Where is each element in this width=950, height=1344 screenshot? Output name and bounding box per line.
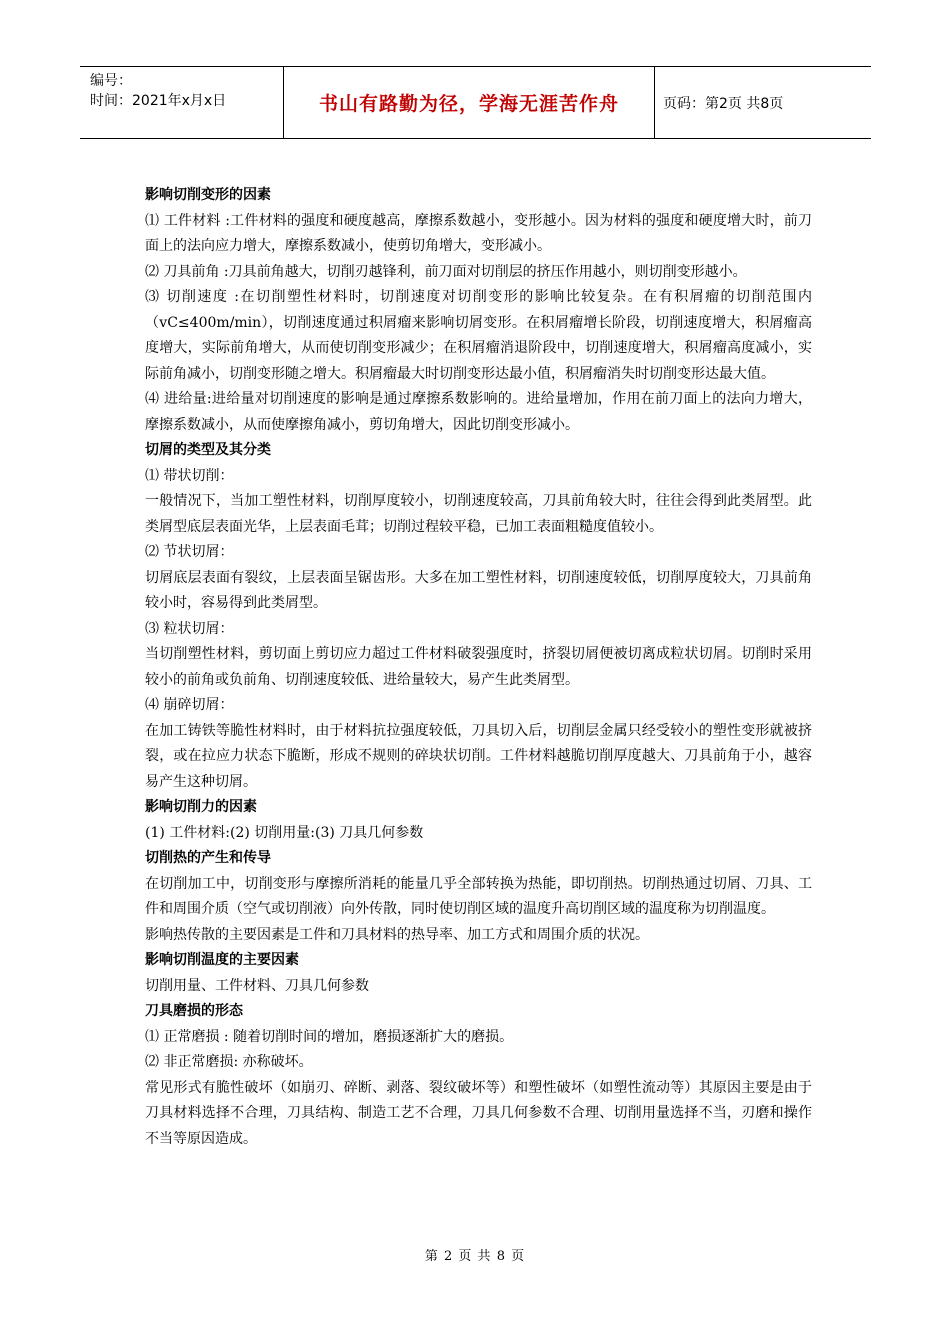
- body-paragraph: 影响热传散的主要因素是工件和刀具材料的热导率、加工方式和周围介质的状况。: [145, 926, 649, 943]
- header-motto: 书山有路勤为径，学海无涯苦作舟: [283, 67, 655, 138]
- body-paragraph: 在加工铸铁等脆性材料时，由于材料抗拉强度较低，刀具切入后，切削层金属只经受较小的塑性变形就被挤裂，或在拉应力状态下脆断，形成不规则的碎块状切削。工件材料越脆切削厚度越大、刀具前角于小，越容易产生这种切屑。: [145, 722, 812, 790]
- body-paragraph: 切屑底层表面有裂纹，上层表面呈锯齿形。大多在加工塑性材料，切削速度较低，切削厚度较大，刀具前角较小时，容易得到此类屑型。: [145, 569, 812, 611]
- body-paragraph: ⑴ 工件材料 :工件材料的强度和硬度越高，摩擦系数越小，变形越小。因为材料的强度和硬度增大时，前刀面上的法向应力增大，摩擦系数减小，使剪切角增大，变形减小。: [145, 212, 812, 254]
- body-paragraph: ⑶ 切削速度 :在切削塑性材料时，切削速度对切削变形的影响比较复杂。在有积屑瘤的切削范围内（vC≤400m/min），切削速度通过积屑瘤来影响切屑变形。在积屑瘤增长阶段，切削速度增大，积屑瘤高度增大，实际前角增大，从而使切削变形减少；在积屑瘤消退阶段中，切削速度增大，积屑瘤高度减小，实际前角减小，切削变形随之增大。积屑瘤最大时切削变形达最小值，积屑瘤消失时切削变形达最大值。: [145, 289, 812, 382]
- section-heading: 影响切削变形的因素: [145, 187, 271, 203]
- header-meta: [80, 67, 283, 138]
- code-label: 编号：: [90, 73, 132, 89]
- section-heading: 刀具磨损的形态: [145, 1003, 243, 1019]
- body-paragraph: ⑴ 带状切削：: [145, 467, 234, 484]
- body-paragraph: 切削用量、工件材料、刀具几何参数: [145, 977, 369, 994]
- header-page-label: 页码：第2页 共8页: [663, 95, 784, 112]
- body-paragraph: ⑷ 崩碎切屑：: [145, 697, 234, 713]
- body-paragraph: 当切削塑性材料，剪切面上剪切应力超过工件材料破裂强度时，挤裂切屑便被切离成粒状切屑。切削时采用较小的前角或负前角、切削速度较低、进给量较大，易产生此类屑型。: [145, 646, 812, 688]
- body-paragraph: 在切削加工中，切削变形与摩擦所消耗的能量几乎全部转换为热能，即切削热。切削热通过切屑、刀具、工件和周围介质（空气或切削液）向外传散，同时使切削区域的温度升高切削区域的温度称为切削温度。: [145, 875, 812, 917]
- body-paragraph: ⑶ 粒状切屑：: [145, 620, 234, 637]
- body-paragraph: ⑵ 非正常磨损: 亦称破坏。: [145, 1054, 313, 1070]
- document-body: [145, 183, 812, 1152]
- time-label: 时间：2021年x月x日: [90, 93, 227, 109]
- body-paragraph: (1) 工件材料:(2) 切削用量:(3) 刀具几何参数: [145, 824, 424, 841]
- body-paragraph: ⑷ 进给量:进给量对切削速度的影响是通过摩擦系数影响的。进给量增加，作用在前刀面上的法向力增大，摩擦系数减小，从而使摩擦角减小，剪切角增大，因此切削变形减小。: [145, 391, 812, 433]
- body-paragraph: ⑴ 正常磨损 : 随着切削时间的增加，磨损逐渐扩大的磨损。: [145, 1028, 514, 1045]
- body-paragraph: 一般情况下，当加工塑性材料，切削厚度较小，切削速度较高，刀具前角较大时，往往会得到此类屑型。此类屑型底层表面光华，上层表面毛茸；切削过程较平稳，已加工表面粗糙度值较小。: [145, 493, 812, 535]
- section-heading: 影响切削力的因素: [145, 799, 257, 815]
- body-paragraph: 常见形式有脆性破坏（如崩刃、碎断、剥落、裂纹破坏等）和塑性破坏（如塑性流动等）其原因主要是由于刀具材料选择不合理，刀具结构、制造工艺不合理，刀具几何参数不合理、切削用量选择不当，刃磨和操作不当等原因造成。: [145, 1079, 812, 1147]
- page-header: [80, 66, 871, 139]
- page-footer: 第 2 页 共 8 页: [424, 1249, 526, 1264]
- body-paragraph: ⑵ 刀具前角 :刀具前角越大，切削刃越锋利，前刀面对切削层的挤压作用越小，则切削变形越小。: [145, 263, 747, 280]
- body-paragraph: ⑵ 节状切屑：: [145, 544, 234, 560]
- section-heading: 切削热的产生和传导: [145, 850, 271, 866]
- section-heading: 影响切削温度的主要因素: [145, 952, 299, 968]
- section-heading: 切屑的类型及其分类: [145, 442, 271, 458]
